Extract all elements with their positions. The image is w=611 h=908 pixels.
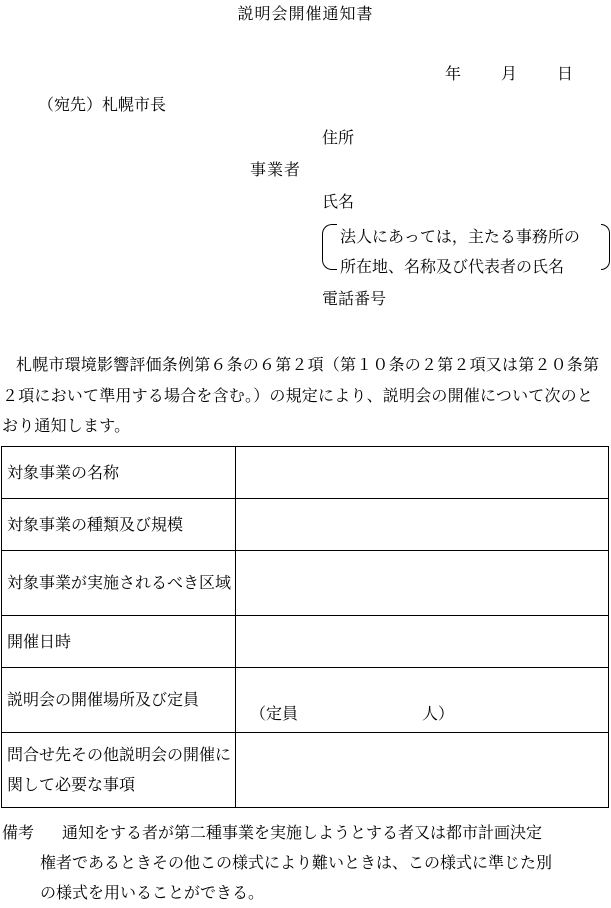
- corporate-note-line1: 法人にあっては，主たる事務所の: [340, 227, 580, 246]
- remarks-line3: の様式を用いることができる。: [40, 883, 265, 902]
- address-label: 住所: [322, 128, 355, 147]
- row-venue-label: 説明会の開催場所及び定員: [2, 668, 236, 733]
- corporate-note-line2: 所在地、名称及び代表者の氏名: [340, 257, 565, 276]
- remarks-line1: 通知をする者が第二種事業を実施しようとする者又は都市計画決定: [62, 823, 543, 842]
- phone-label: 電話番号: [322, 289, 387, 308]
- left-bracket: [322, 224, 337, 270]
- row-project-area-field[interactable]: [236, 551, 609, 616]
- row-contact-label: 問合せ先その他説明会の開催に関して必要な事項: [2, 733, 236, 808]
- notice-form-table: [1, 446, 609, 808]
- addressee: （宛先）札幌市長: [38, 95, 167, 114]
- row-venue-field[interactable]: [236, 668, 609, 733]
- row-project-name-field[interactable]: [236, 447, 609, 499]
- capacity-open: （定員: [250, 704, 299, 723]
- date-month: 月: [500, 64, 517, 83]
- name-label: 氏名: [322, 192, 355, 211]
- capacity-line: [250, 671, 608, 729]
- document-title: 説明会開催通知書: [237, 4, 374, 23]
- date-year: 年: [444, 64, 461, 83]
- body-paragraph: 札幌市環境影響評価条例第６条の６第２項（第１０条の２第２項又は第２０条第２項において準用する場合を含む。）の規定により、説明会の開催について次のとおり通知します。: [2, 355, 600, 435]
- remarks-label: 備考: [2, 823, 35, 842]
- row-contact-field[interactable]: [236, 733, 609, 808]
- row-datetime-label: 開催日時: [2, 616, 236, 668]
- row-project-type-label: 対象事業の種類及び規模: [2, 499, 236, 551]
- right-bracket: [601, 224, 610, 270]
- operator-label: 事業者: [250, 160, 302, 179]
- date-row: [405, 66, 573, 82]
- row-datetime-field[interactable]: [236, 616, 609, 668]
- row-project-name-label: 対象事業の名称: [2, 447, 236, 499]
- date-day: 日: [556, 64, 573, 83]
- remarks-line2: 権者であるときその他この様式により難いときは、この様式に準じた別: [40, 853, 553, 872]
- capacity-close: 人）: [422, 704, 455, 723]
- row-project-area-label: 対象事業が実施されるべき区域: [2, 551, 236, 616]
- row-project-type-field[interactable]: [236, 499, 609, 551]
